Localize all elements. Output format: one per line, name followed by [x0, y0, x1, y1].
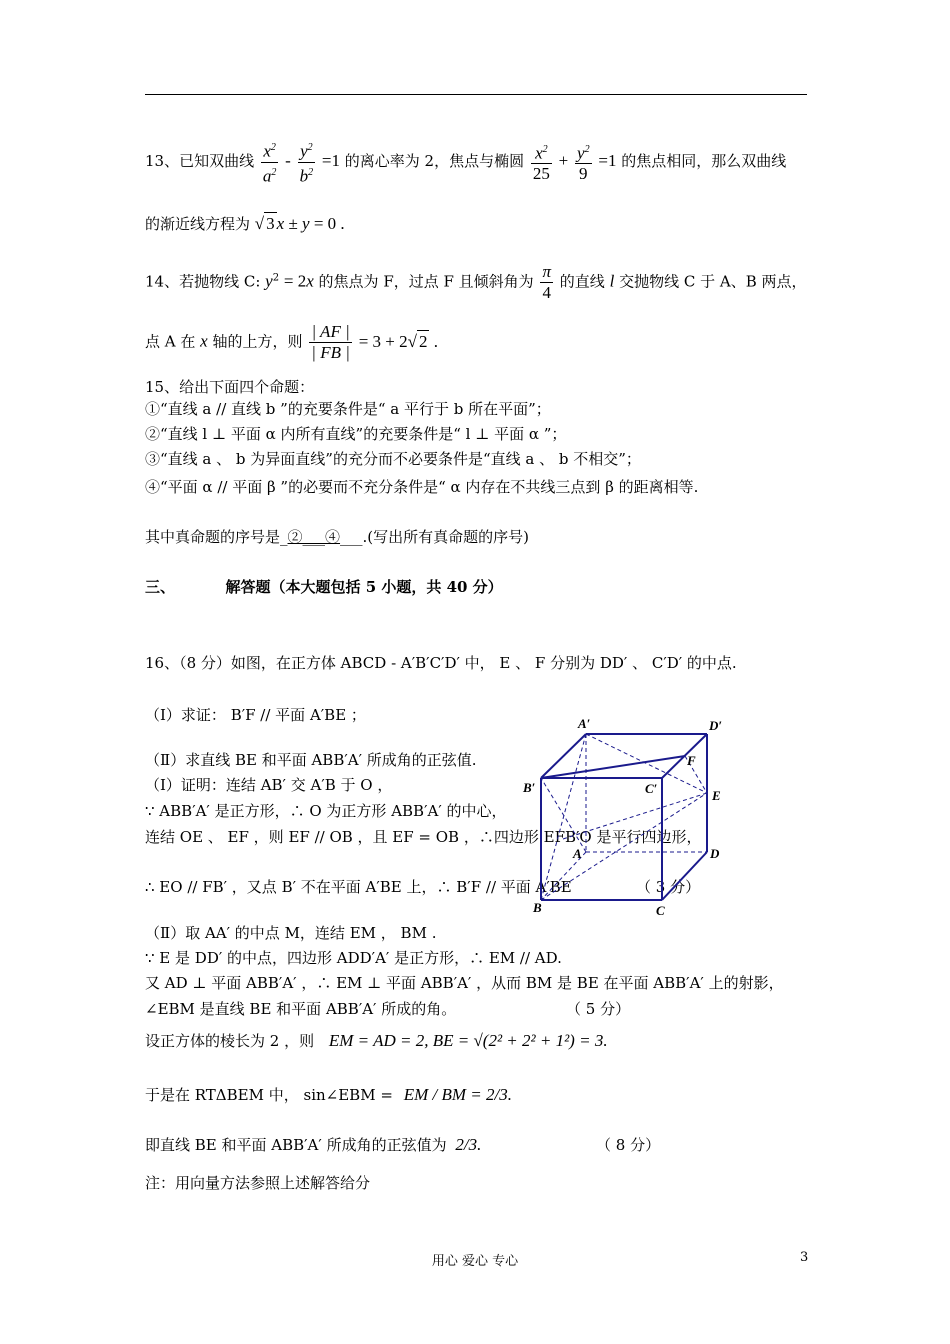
edge-cd — [662, 852, 707, 900]
q14-label: 14、若抛物线 C: — [145, 272, 261, 291]
q16-line1: 16、（8 分）如图，在正方体 ABCD - A′B′C′D′ 中， E 、 F 分别为 DD′ 、 C′D′ 的中点. — [145, 654, 737, 672]
q16-line12-text: 设正方体的棱长为 2 ，则 — [145, 1032, 315, 1050]
frac-x2-25: $\frac{x^2}{25}$ — [531, 140, 552, 185]
q16-note: 注：用向量方法参照上述解答给分 — [145, 1174, 371, 1192]
q16-score-3: （ 3 分） — [636, 878, 701, 896]
q15-prop1: ①“直线 a // 直线 b ”的充要条件是“ a 平行于 b 所在平面”； — [145, 400, 551, 418]
label-a: A — [573, 846, 582, 861]
label-c: C — [656, 903, 665, 918]
q16-line4: （Ⅰ）证明：连结 AB′ 交 A′B 于 O ， — [145, 776, 393, 794]
q13-text1: 的离心率为 2，焦点与椭圆 — [344, 152, 525, 171]
q16-line8: （Ⅱ）取 AA′ 的中点 M，连结 EM ， BM . — [145, 924, 437, 942]
q15-prop2: ②“直线 l ⊥ 平面 α 内所有直线”的充要条件是“ l ⊥ 平面 α ”； — [145, 425, 567, 443]
q14-line2: 点 A 在 x 轴的上方，则 $\frac{| AF |}{| FB |}$ = 3 + 2√ 2 . — [145, 322, 438, 362]
q15-answer-line — [145, 526, 529, 548]
q16-score-5: （ 5 分） — [566, 1000, 631, 1018]
section3-title: 解答题（本大题包括 5 小题，共 40 分） — [225, 578, 503, 596]
q14-text3: 交抛物线 C 于 A、B 两点， — [619, 272, 807, 291]
footer-slogan: 用心 爱心 专心 — [431, 1254, 519, 1269]
frac-y2-b2: $\frac{y^2}{b^2}$ — [298, 138, 316, 186]
q15-answer: ②___④ — [287, 528, 341, 546]
q14-text1: 的焦点为 F，过点 F 且倾斜角为 — [318, 272, 534, 291]
q16-line13 — [145, 1084, 512, 1106]
label-f: F — [687, 753, 696, 768]
frac-af-fb: $\frac{| AF |}{| FB |}$ — [311, 322, 350, 362]
q16-line14 — [145, 1134, 481, 1156]
q15-answer-prefix: 其中真命题的序号是_ — [145, 528, 288, 546]
label-b1: B′ — [523, 780, 536, 795]
frac-y2-9: $\frac{y^2}{9}$ — [575, 140, 592, 185]
frac-pi-4: $\frac{\pi}{4}$ — [542, 262, 551, 302]
q16-line6: 连结 OE 、 EF ，则 EF // OB ，且 EF = OB ，∴四边形 EFB′O 是平行四边形， — [145, 828, 702, 846]
q16-line13-formula: EM / BM = 2/3. — [403, 1085, 512, 1104]
q16-line7-text: ∴ EO // FB′ ，又点 B′ 不在平面 A′BE 上，∴ B′F // 平面 A′BE — [145, 878, 572, 896]
q13-answer: √ 3 x ± y = 0 . — [254, 214, 345, 233]
q16-line7 — [145, 876, 572, 898]
q13-line2 — [145, 212, 345, 235]
label-e: E — [712, 788, 721, 803]
q16-line13-text: 于是在 RTΔBEM 中， sin∠EBM = — [145, 1086, 393, 1104]
q16-line10: 又 AD ⊥ 平面 ABB′A′ ，∴ EM ⊥ 平面 ABB′A′ ，从而 BM 是 BE 在平面 ABB′A′ 上的射影， — [145, 974, 784, 992]
q14-text4: 点 A 在 — [145, 332, 196, 351]
label-a1: A′ — [578, 716, 591, 731]
q16-line2: （Ⅰ）求证： B′F // 平面 A′BE ； — [145, 706, 366, 724]
q16-line12 — [145, 1030, 608, 1052]
page-number: 3 — [800, 1250, 809, 1265]
q13-text3: 的渐近线方程为 — [145, 215, 251, 233]
q16-line11 — [145, 998, 456, 1020]
q13-line1: 13、已知双曲线 $\frac{x^2}{a^2}$ - $\frac{y^2}{b^2}$ =1 的离心率为 2，焦点与椭圆 $\frac{x^2}{25}$ + $\frac{y^2}{9}$ =1 的焦点相同，那么双曲线 — [145, 138, 786, 186]
section3-heading — [145, 576, 503, 598]
cube-figure — [515, 712, 745, 922]
q16-line9: ∵ E 是 DD′ 的中点，四边形 ADD′A′ 是正方形，∴ EM // AD. — [145, 949, 562, 967]
segment-oe — [563, 793, 707, 839]
q16-line3: （Ⅱ）求直线 BE 和平面 ABB′A′ 所成角的正弦值. — [145, 751, 477, 769]
q15-answer-suffix: ___.(写出所有真命题的序号) — [340, 528, 530, 546]
header-rule — [145, 94, 807, 95]
frac-x2-a2: $\frac{x^2}{a^2}$ — [261, 138, 279, 186]
q15-label: 15、给出下面四个命题： — [145, 378, 315, 396]
q16-line14-text: 即直线 BE 和平面 ABB′A′ 所成角的正弦值为 — [145, 1136, 447, 1154]
q16-line12-formula: EM = AD = 2, BE = √(2² + 2² + 1²) = 3. — [328, 1031, 608, 1050]
q15-prop4: ④“平面 α // 平面 β ”的必要而不充分条件是“ α 内存在不共线三点到 β 的距离相等. — [145, 478, 699, 496]
q16-line11-text: ∠EBM 是直线 BE 和平面 ABB′A′ 所成的角。 — [145, 1000, 457, 1018]
segment-b1f — [541, 756, 685, 778]
q13-text2: 的焦点相同，那么双曲线 — [621, 152, 787, 171]
q15-prop3: ③“直线 a 、 b 为异面直线”的充分而不必要条件是“直线 a 、 b 不相交”； — [145, 450, 641, 468]
label-c1: C′ — [645, 781, 658, 796]
label-d1: D′ — [709, 718, 723, 733]
label-d: D — [710, 846, 720, 861]
q13-label: 13、已知双曲线 — [145, 152, 255, 171]
diag-ab1 — [541, 778, 586, 852]
q16-line5: ∵ ABB′A′ 是正方形，∴ O 为正方形 ABB′A′ 的中心， — [145, 802, 507, 820]
q14-text2: 的直线 — [559, 272, 605, 291]
label-b: B — [533, 900, 542, 915]
section3-num: 三、 — [145, 578, 176, 596]
q14-line1: 14、若抛物线 C: $y^2 = 2x$ 的焦点为 F，过点 F 且倾斜角为 $\frac{\pi}{4}$ 的直线 l 交抛物线 C 于 A、B 两点， — [145, 262, 807, 302]
q14-text5: 轴的上方，则 — [212, 332, 303, 351]
q16-score-8: （ 8 分） — [596, 1136, 661, 1154]
q16-line14-formula: 2/3. — [455, 1135, 482, 1154]
